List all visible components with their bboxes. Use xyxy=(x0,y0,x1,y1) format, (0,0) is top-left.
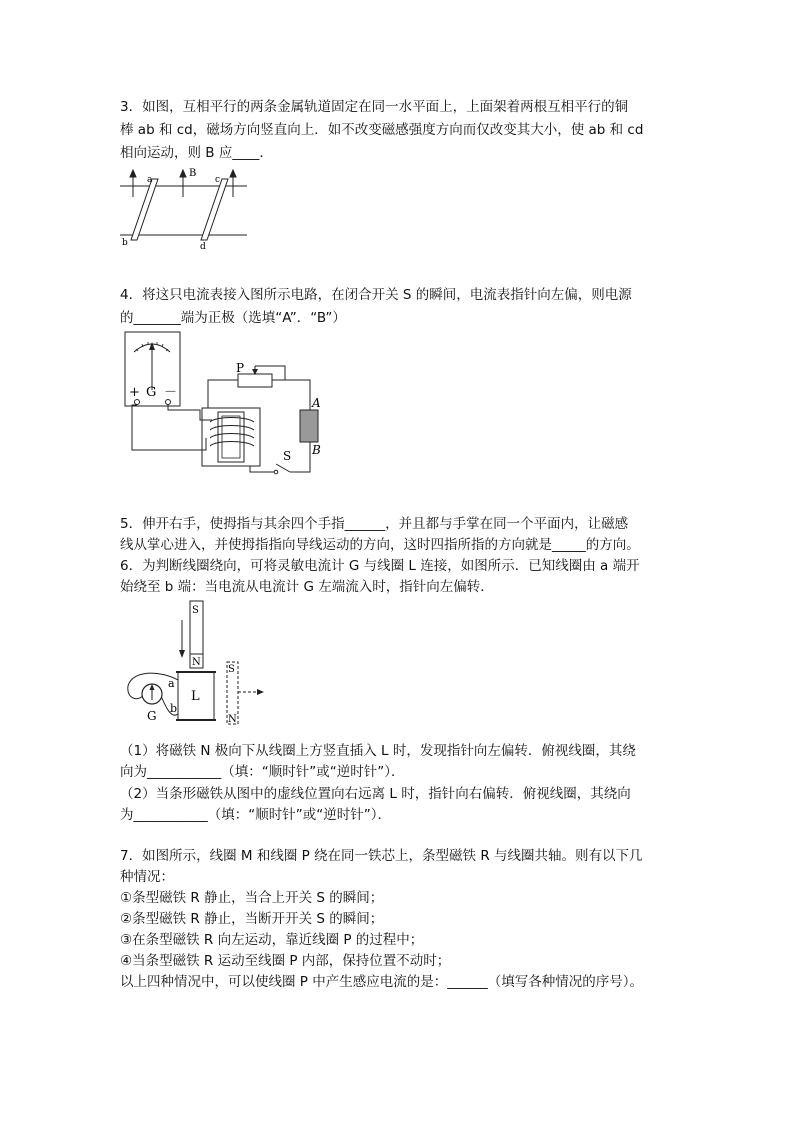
q4-line-1: 4．将这只电流表接入图所示电路，在闭合开关 S 的瞬间，电流表指针向左偏，则电源 xyxy=(120,287,632,303)
switch-label: S xyxy=(283,449,292,463)
magnet-S-label: S xyxy=(192,605,199,616)
rod-ab xyxy=(131,179,158,240)
q6-sub2-line-1: （2）当条形磁铁从图中的虚线位置向右远离 L 时，指针向右偏转．俯视线圈，其绕向 xyxy=(120,786,631,802)
label-b: b xyxy=(122,238,128,248)
q7-line-2: 种情况： xyxy=(120,869,174,885)
q7-case-4: ④当条型磁铁 R 运动至线圈 P 内部，保持位置不动时； xyxy=(120,953,451,969)
galvanometer-label: G xyxy=(147,709,157,723)
q4-line-2: 的_______端为正极（选填“A”．“B”） xyxy=(120,310,346,326)
rheostat-label: P xyxy=(236,361,245,375)
coil-windings xyxy=(210,418,254,447)
coil-end-a-label: a xyxy=(168,677,175,690)
q7-case-3: ③在条型磁铁 R 向左运动，靠近线圈 P 的过程中； xyxy=(120,932,424,948)
label-d: d xyxy=(200,242,206,252)
q6-sub1-line-2: 向为___________（填：“顺时针”或“逆时针”）． xyxy=(120,764,405,780)
minus-terminal-label: － xyxy=(164,385,178,400)
galvanometer-label: G xyxy=(146,385,157,400)
plus-terminal-label: + xyxy=(129,385,140,400)
coil-label: L xyxy=(191,689,200,704)
q7-line-1: 7．如图所示，线圈 M 和线圈 P 绕在同一铁芯上，条型磁铁 R 与线圈共轴。则有以下几 xyxy=(120,848,643,864)
q3-line-1: 3．如图，互相平行的两条金属轨道固定在同一水平面上，上面架着两根互相平行的铜 xyxy=(120,99,629,115)
rheostat xyxy=(238,374,272,387)
q6-line-2: 始绕至 b 端：当电流从电流计 G 左端流入时，指针向左偏转． xyxy=(120,579,494,595)
q7-conclusion: 以上四种情况中，可以使线圈 P 中产生感应电流的是：______（填写各种情况的序号）。 xyxy=(120,974,643,990)
q6-coil-figure xyxy=(120,598,270,728)
label-c: c xyxy=(215,175,221,185)
coil-end-b-label: b xyxy=(170,702,178,715)
label-B: B xyxy=(189,168,197,179)
q7-case-1: ①条型磁铁 R 静止，当合上开关 S 的瞬间； xyxy=(120,890,384,906)
down-arrow-icon xyxy=(179,650,185,658)
dashed-magnet-N-label: N xyxy=(228,714,237,725)
q4-circuit-figure xyxy=(120,330,330,480)
q3-line-3: 相向运动，则 B 应____． xyxy=(120,145,273,161)
magnet-N-label: N xyxy=(192,657,201,668)
q3-line-2: 棒 ab 和 cd，磁场方向竖直向上．如不改变磁感强度方向而仅改变其大小，使 ab 和 cd xyxy=(120,122,644,138)
battery-label-A: A xyxy=(312,396,321,410)
q6-sub1-line-1: （1）将磁铁 N 极向下从线圈上方竖直插入 L 时，发现指针向左偏转．俯视线圈，其绕 xyxy=(120,743,636,759)
dashed-magnet-S-label: S xyxy=(228,664,235,675)
q6-line-1: 6．为判断线圈绕向，可将灵敏电流计 G 与线圈 L 连接，如图所示．已知线圈由 a 端开 xyxy=(120,558,640,574)
q5-line-1: 5．伸开右手，使拇指与其余四个手指______，并且都与手掌在同一个平面内，让磁感 xyxy=(120,516,629,532)
right-arrow-icon xyxy=(257,689,264,695)
q7-case-2: ②条型磁铁 R 静止，当断开开关 S 的瞬间； xyxy=(120,911,384,927)
switch xyxy=(276,464,290,472)
q5-line-2: 线从掌心进入，并使拇指指向导线运动的方向，这时四指所指的方向就是_____的方向。 xyxy=(120,537,640,553)
q3-rails-figure xyxy=(115,165,250,253)
q6-sub2-line-2: 为___________（填：“顺时针”或“逆时针”）． xyxy=(120,807,391,823)
battery xyxy=(300,410,318,442)
label-a: a xyxy=(147,175,153,185)
rod-cd xyxy=(201,179,228,240)
battery-label-B: B xyxy=(312,443,321,457)
